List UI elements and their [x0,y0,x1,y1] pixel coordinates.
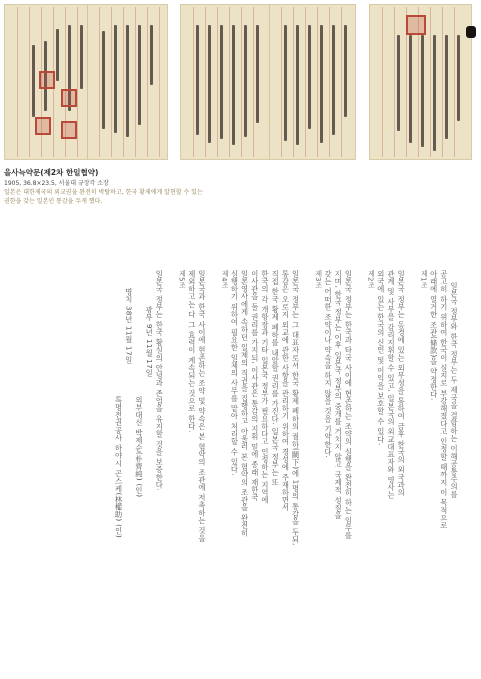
treaty-line: 일본국과 한국 사이에 현존하는 조약 및 약속은 본 협약의 조관에 저촉하는 것을 [197,270,207,543]
treaty-translation-text [113,270,459,670]
treaty-page-photo-2 [180,4,356,160]
signature-name: 특명전권공사 하야시 곤스케(林權助) (인) [114,396,124,539]
treaty-page-photo-3 [369,4,472,160]
caption-title: 을사늑약문(제2차 한일협약) [4,168,99,177]
treaty-line: 직접 한국 황제 폐하를 내알할 권리를 가진다. 일본국 정부는 또 [271,270,281,487]
treaty-line: 제외하고는 다 그 효력이 계속되는 것으로 한다. [187,270,197,433]
photo-caption [4,168,474,206]
treaty-line: 갖는 어떠한 조약이나 약속을 하지 않을 것을 기약한다. [323,270,333,459]
treaty-line: 일본국 정부는 그 대표자로서 한국 황제 폐하의 궐하(闕下)에 1명의 통감을 두되, [291,270,301,546]
signature-name: 외부대신 박제순(朴齊純) (인) [134,396,144,498]
seal-stamp [35,117,51,135]
signature-date: 명치 38년 11월 17일 [124,288,134,364]
treaty-line: 지며, 한국 정부는 이후 일본국 정부의 중개를 거치지 않고 국제적 성질을 [334,270,344,520]
treaty-line: 일본영사에게 속하던 일체의 직권을 집행하고 아울러 본 협약의 조관을 완전히 [240,270,250,537]
treaty-line: 아래에 열거한 조관(條款)을 약정한다. [429,270,439,401]
treaty-line: 이사관을 둘 권리를 가지되, 이사관은 통감의 지휘 밑에 종래 재한국 [250,270,260,502]
article-heading: 제2조 [366,270,375,289]
treaty-line: 외국에 있는 한국의 신민 및 이익을 보호할 수 있다. [376,270,386,446]
article-heading: 제1조 [419,270,428,289]
treaty-line: 일본국 정부는 동경에 있는 외무성을 통하여 금후 한국의 외국과의 [397,270,407,497]
caption-description: 일본은 대한제국의 외교권을 완전히 박탈하고, 한국 황제에게 알현할 수 있는 [4,189,203,196]
ink-mark-icon [466,26,476,38]
treaty-page-photo-1 [4,4,168,160]
treaty-photo-strip [0,4,481,164]
article-heading: 제5조 [177,270,186,289]
seal-stamp [61,89,77,107]
seal-stamp [406,15,426,35]
treaty-line: 통감은 오로지 외교에 관한 사항을 관리하기 위하여 경성에 주재하면서 [281,270,291,512]
treaty-line: 일본국 정부는 한국 황실의 안녕과 존엄을 유지할 것을 보증한다. [155,270,165,492]
seal-stamp [39,71,55,89]
treaty-line: 실행하기 위하여 필요한 일체의 사무를 맡아 처리할 수 있다. [230,270,240,476]
article-heading: 제4조 [220,270,229,289]
caption-description: 권한을 갖는 일본인 통감을 두게 했다. [4,198,103,205]
treaty-line: 관계 및 사무를 감리지휘할 수 있고, 일본국의 외교대표자와 영사는 [386,270,396,499]
treaty-line: 일본국 정부는 한국과 타국 사이에 현존하는 조약의 실행을 완전히 하는 임무를 [344,270,354,540]
caption-meta: 1905, 36.8×23.5, 서울대 규장각 소장 [4,180,109,187]
treaty-line: 일본국 정부와 한국 정부는 두 제국을 결합하는 이해공통주의를 [450,282,459,498]
article-heading: 제3조 [313,270,322,289]
treaty-line: 공고히 하기 위하여 한국이 실지로 부강해졌다고 인정할 때까지 이 목적으로 [439,270,449,530]
treaty-line: 한국의 각 개항장과 기타 일본국 정부가 필요하다고 인정하는 지역에 [260,270,270,504]
signature-date: 광무 9년 11월 17일 [145,306,155,377]
seal-stamp [61,121,77,139]
